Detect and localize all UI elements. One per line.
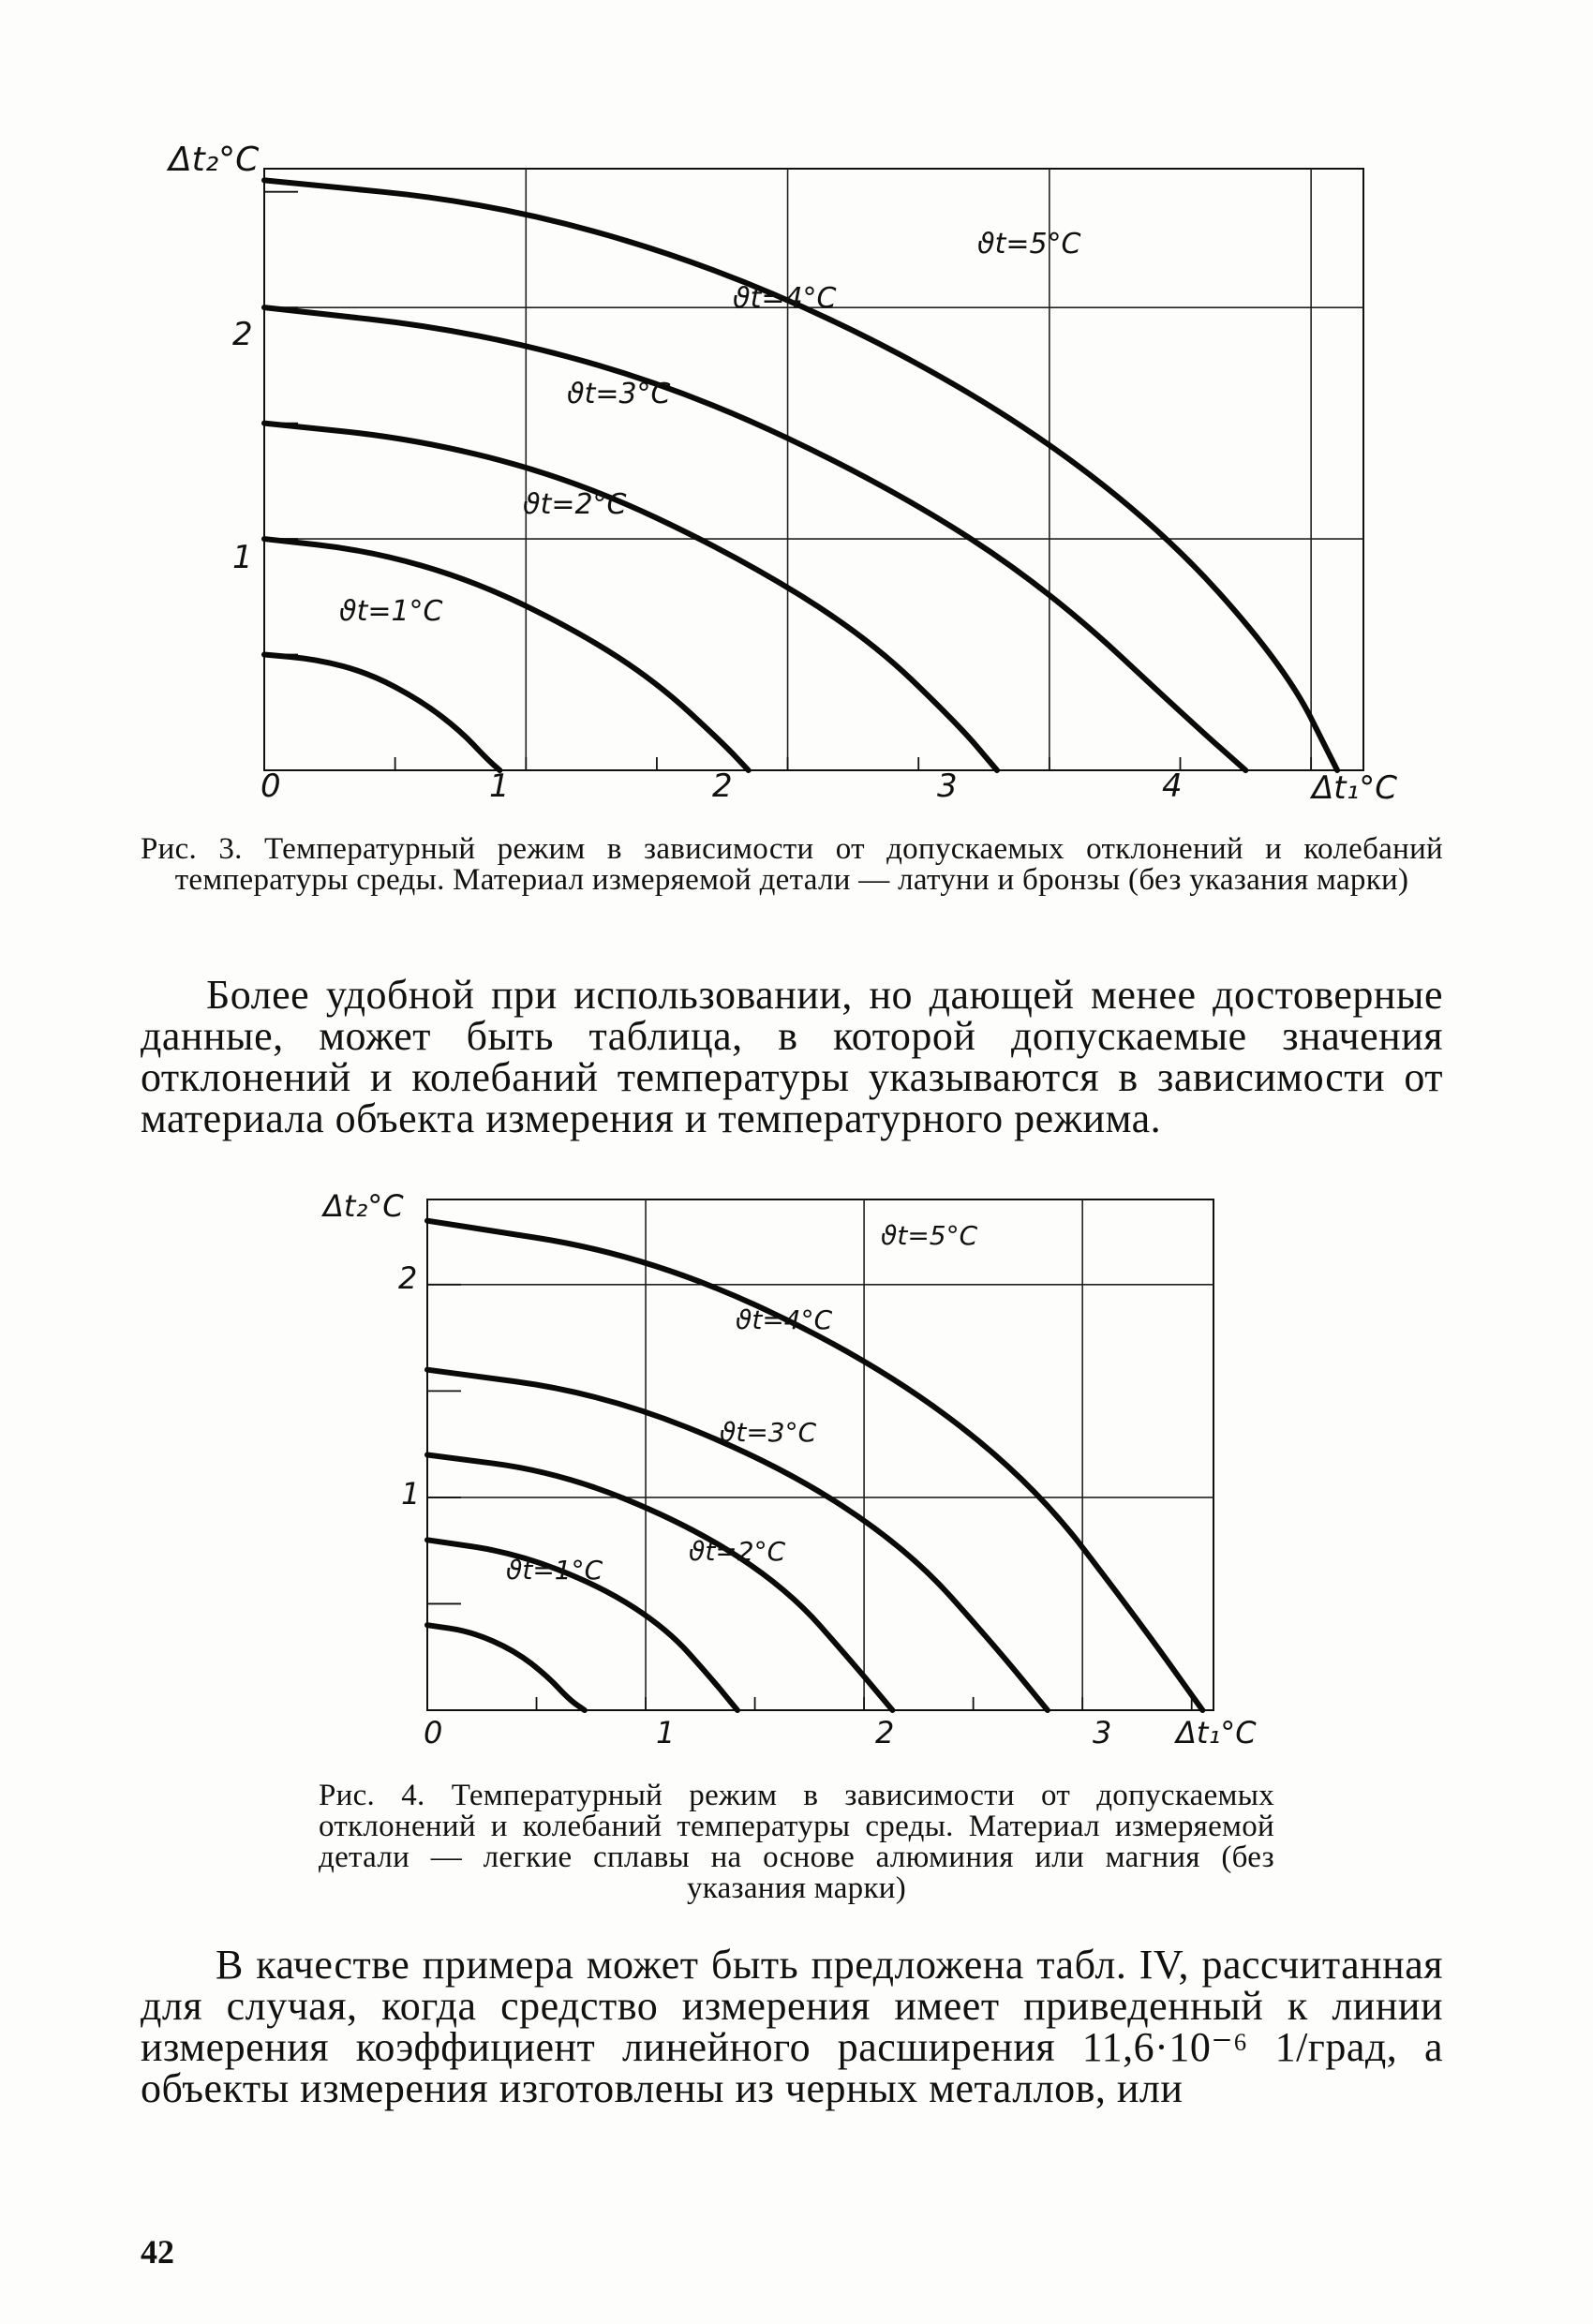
curve-label: ϑt=4°C (736, 1304, 833, 1335)
curve-label: ϑt=4°C (733, 282, 837, 315)
body-paragraph: Более удобной при использовании, но дающей менее достоверные данные, может быть таблица, в которой допускаемые значения отклонений и колебаний температуры указываются в зависимости от материала объекта измерения и температурного режима. (141, 972, 1443, 1141)
x-tick-label: 1 (489, 767, 510, 805)
body-paragraph: В качестве примера может быть предложена табл. IV, рассчитанная для случая, когда средство измерения имеет приведенный к линии измерения коэффициент линейного расширения 11,6·10⁻⁶ 1/град, а объекты измерения изготовлены из черных металлов, или (141, 1942, 1443, 2111)
x-tick-label: 2 (875, 1715, 895, 1750)
curve-label: ϑt=1°C (506, 1555, 603, 1586)
x-tick-label: 2 (712, 767, 733, 805)
y-tick-label: 1 (232, 539, 253, 576)
curve-label: ϑt=5°C (977, 228, 1081, 261)
x-axis-label: Δt₁°C (1176, 1715, 1257, 1750)
x-tick-label: 0 (261, 767, 281, 805)
curve-label: ϑt=5°C (881, 1220, 978, 1251)
figure-4-chart (0, 1162, 1593, 1752)
x-tick-label: 1 (656, 1715, 676, 1750)
series-curve (264, 539, 749, 770)
figure-4-caption: Рис. 4. Температурный режим в зависимости от допускаемых отклонений и колебаний температуры среды. Материал измеряемой детали — легкие сплавы на основе алюминия или магния (без указания марки) (319, 1779, 1274, 1905)
x-tick-label: 3 (937, 767, 958, 805)
curve-label: ϑt=2°C (523, 488, 627, 521)
series-curve (427, 1625, 585, 1710)
series-curve (264, 180, 1337, 770)
x-tick-label: 4 (1162, 767, 1183, 805)
plot-frame (427, 1199, 1213, 1710)
chart-curves (264, 180, 1337, 770)
series-curve (427, 1221, 1202, 1710)
figure-3-chart (0, 0, 1593, 825)
y-tick-label: 1 (401, 1476, 421, 1512)
y-axis-label: Δt₂°C (323, 1188, 404, 1224)
curve-label: ϑt=3°C (720, 1417, 817, 1448)
x-axis-label: Δt₁°C (1312, 769, 1397, 807)
series-curve (264, 655, 499, 770)
curve-label: ϑt=2°C (689, 1536, 786, 1567)
curve-label: ϑt=3°C (567, 378, 671, 410)
y-axis-label: Δt₂°C (169, 141, 260, 179)
chart-grid (427, 1199, 1213, 1710)
curve-label: ϑt=1°C (339, 595, 443, 628)
chart-grid (264, 169, 1363, 770)
figure-3-caption: Рис. 3. Температурный режим в зависимости от допускаемых отклонений и колебаний температуры среды. Материал измеряемой детали — латуни и бронзы (без указания марки) (141, 832, 1443, 897)
plot-frame (264, 169, 1363, 770)
chart-curves (427, 1221, 1202, 1710)
y-tick-label: 2 (232, 316, 253, 353)
x-tick-label: 0 (424, 1715, 443, 1750)
x-tick-label: 3 (1093, 1715, 1112, 1750)
page-number: 42 (141, 2233, 174, 2271)
y-tick-label: 2 (398, 1260, 418, 1296)
